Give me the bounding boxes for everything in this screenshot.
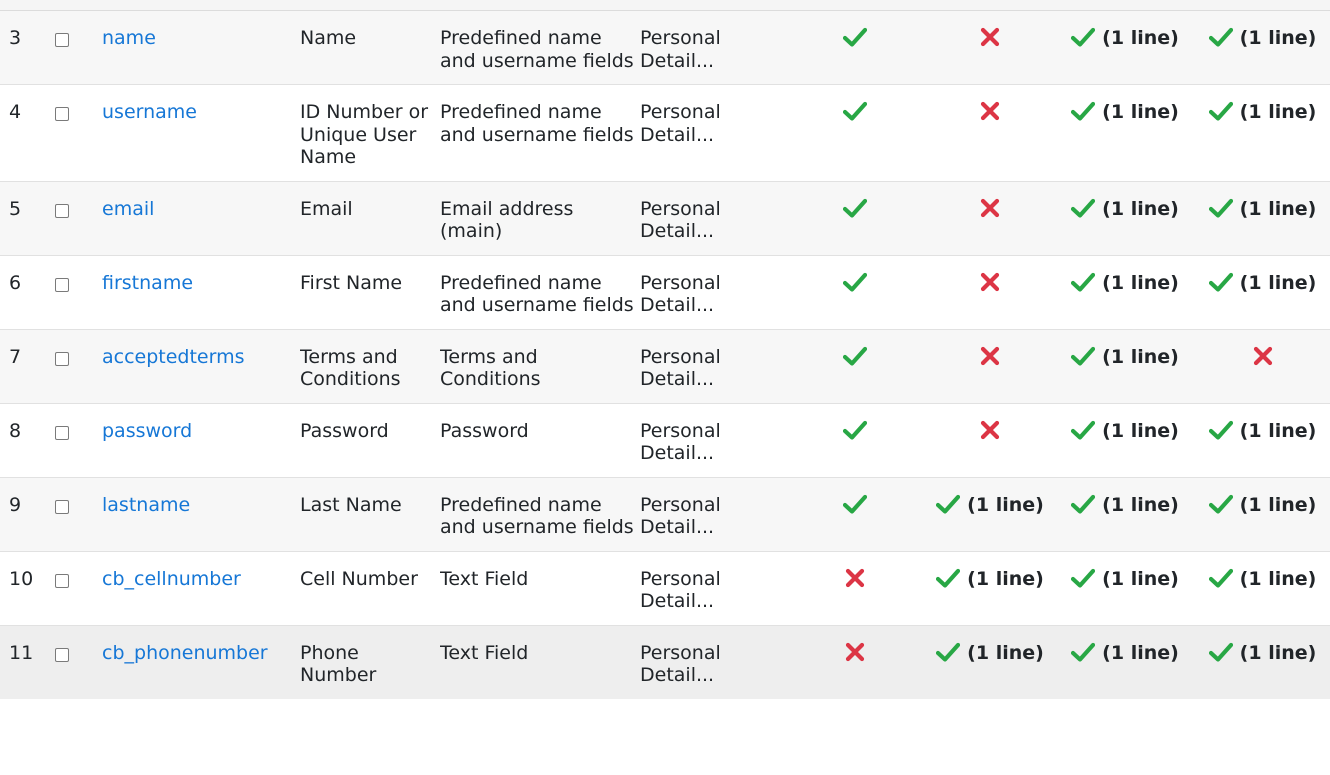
cross-icon <box>980 346 1000 372</box>
status-cell-c2 <box>925 85 1055 182</box>
row-number-cell <box>0 85 90 182</box>
fields-table <box>0 11 1330 699</box>
status-cell-c2 <box>925 625 1055 699</box>
row-number-cell <box>0 11 90 85</box>
field-name-link[interactable]: password <box>102 419 193 442</box>
check-icon <box>1071 494 1095 520</box>
row-checkbox[interactable] <box>55 107 69 121</box>
field-name-link[interactable]: acceptedterms <box>102 345 245 368</box>
status-cell-c4 <box>1195 11 1330 85</box>
status-cell-c3 <box>1055 477 1195 551</box>
status-cell-c4 <box>1195 181 1330 255</box>
status-c1 <box>845 642 865 664</box>
status-text: (1 line) <box>1239 101 1317 123</box>
status-c2 <box>936 494 1044 516</box>
status-c2 <box>980 27 1000 49</box>
field-title: Cell Number <box>300 551 440 625</box>
field-name-link[interactable]: name <box>102 27 156 49</box>
status-cell-c1 <box>785 181 925 255</box>
status-cell-c4 <box>1195 255 1330 329</box>
cross-icon <box>845 568 865 594</box>
check-icon <box>843 420 867 446</box>
status-c1 <box>843 346 867 368</box>
status-cell-c1 <box>785 625 925 699</box>
status-cell-c1 <box>785 11 925 85</box>
check-icon <box>1071 101 1095 127</box>
status-cell-c4 <box>1195 329 1330 403</box>
field-name-link[interactable]: username <box>102 101 197 123</box>
check-icon <box>1209 272 1233 298</box>
status-c2 <box>980 198 1000 220</box>
status-text: (1 line) <box>1239 27 1317 49</box>
status-cell-c2 <box>925 255 1055 329</box>
field-type: Terms and Conditions <box>440 329 640 403</box>
field-name-cell <box>90 551 300 625</box>
field-tab: Personal Detail... <box>640 181 785 255</box>
field-tab: Personal Detail... <box>640 403 785 477</box>
field-name-link[interactable]: lastname <box>102 493 191 516</box>
status-cell-c4 <box>1195 85 1330 182</box>
status-text: (1 line) <box>1239 567 1317 590</box>
field-tab: Personal Detail... <box>640 11 785 85</box>
status-text: (1 line) <box>1102 419 1179 442</box>
field-tab: Personal Detail... <box>640 625 785 699</box>
row-number-cell <box>0 181 90 255</box>
status-text: (1 line) <box>1239 641 1317 664</box>
status-c4 <box>1209 198 1317 220</box>
status-c1 <box>843 272 867 294</box>
field-name-link[interactable]: cb_phonenumber <box>102 641 268 664</box>
status-text: (1 line) <box>1102 27 1179 49</box>
table-row <box>0 255 1330 329</box>
field-name-cell <box>90 403 300 477</box>
row-number: 10 <box>9 567 34 590</box>
field-type: Predefined name and username fields <box>440 255 640 329</box>
field-tab: Personal Detail... <box>640 85 785 182</box>
check-icon <box>1209 27 1233 53</box>
row-checkbox[interactable] <box>55 33 69 47</box>
status-c3 <box>1071 272 1179 294</box>
row-checkbox[interactable] <box>55 500 69 514</box>
field-type: Predefined name and username fields <box>440 85 640 182</box>
check-icon <box>1209 420 1233 446</box>
status-c1 <box>843 27 867 49</box>
field-tab: Personal Detail... <box>640 255 785 329</box>
status-c1 <box>843 101 867 123</box>
field-name-cell <box>90 625 300 699</box>
cross-icon <box>980 27 1000 53</box>
row-number: 5 <box>9 197 22 220</box>
status-c1 <box>843 198 867 220</box>
field-title: First Name <box>300 255 440 329</box>
status-c4 <box>1209 568 1317 590</box>
field-type: Text Field <box>440 625 640 699</box>
status-cell-c2 <box>925 329 1055 403</box>
field-name-link[interactable]: email <box>102 197 155 220</box>
field-name-cell <box>90 181 300 255</box>
field-tab: Personal Detail... <box>640 329 785 403</box>
field-title: ID Number or Unique User Name <box>300 85 440 182</box>
check-icon <box>1071 27 1095 53</box>
status-cell-c4 <box>1195 477 1330 551</box>
row-number-cell <box>0 255 90 329</box>
check-icon <box>936 642 960 668</box>
row-number: 4 <box>9 101 22 123</box>
status-text: (1 line) <box>1239 197 1317 220</box>
cross-icon <box>980 272 1000 298</box>
status-c3 <box>1071 420 1179 442</box>
row-number-cell <box>0 625 90 699</box>
status-cell-c1 <box>785 85 925 182</box>
row-number-cell <box>0 329 90 403</box>
table-row <box>0 11 1330 85</box>
status-c2 <box>980 346 1000 368</box>
check-icon <box>1071 568 1095 594</box>
cross-icon <box>980 198 1000 224</box>
check-icon <box>1071 346 1095 372</box>
field-type: Predefined name and username fields <box>440 477 640 551</box>
status-cell-c3 <box>1055 329 1195 403</box>
field-type: Predefined name and username fields <box>440 11 640 85</box>
status-text: (1 line) <box>1102 493 1179 516</box>
status-text: (1 line) <box>967 493 1044 516</box>
check-icon <box>843 27 867 53</box>
row-checkbox[interactable] <box>55 574 69 588</box>
field-name-cell <box>90 85 300 182</box>
status-cell-c4 <box>1195 625 1330 699</box>
status-c3 <box>1071 346 1179 368</box>
row-checkbox[interactable] <box>55 352 69 366</box>
status-cell-c2 <box>925 477 1055 551</box>
table-row <box>0 551 1330 625</box>
field-name-cell <box>90 11 300 85</box>
status-text: (1 line) <box>1102 567 1179 590</box>
status-cell-c4 <box>1195 551 1330 625</box>
row-number: 11 <box>9 641 34 664</box>
status-c2 <box>980 272 1000 294</box>
field-name-cell <box>90 329 300 403</box>
row-number: 3 <box>9 27 22 49</box>
status-cell-c1 <box>785 329 925 403</box>
previous-row-edge <box>0 0 1330 11</box>
status-cell-c3 <box>1055 255 1195 329</box>
cross-icon <box>1253 346 1273 372</box>
check-icon <box>1209 198 1233 224</box>
status-cell-c2 <box>925 11 1055 85</box>
status-c4 <box>1209 420 1317 442</box>
row-number: 8 <box>9 419 22 442</box>
status-text: (1 line) <box>1102 641 1179 664</box>
field-title: Email <box>300 181 440 255</box>
status-text: (1 line) <box>1102 345 1179 368</box>
field-type: Text Field <box>440 551 640 625</box>
status-cell-c3 <box>1055 403 1195 477</box>
status-text: (1 line) <box>1239 493 1317 516</box>
status-c4 <box>1209 494 1317 516</box>
table-row <box>0 85 1330 182</box>
field-name-link[interactable]: cb_cellnumber <box>102 567 241 590</box>
table-row <box>0 329 1330 403</box>
status-c3 <box>1071 198 1179 220</box>
status-c2 <box>936 642 1044 664</box>
check-icon <box>936 568 960 594</box>
status-text: (1 line) <box>1239 271 1317 294</box>
field-title: Password <box>300 403 440 477</box>
status-c2 <box>980 101 1000 123</box>
row-number: 6 <box>9 271 22 294</box>
status-c4 <box>1209 101 1317 123</box>
status-c3 <box>1071 642 1179 664</box>
field-name-link[interactable]: firstname <box>102 271 194 294</box>
row-checkbox[interactable] <box>55 426 69 440</box>
status-cell-c2 <box>925 551 1055 625</box>
status-cell-c1 <box>785 255 925 329</box>
status-c3 <box>1071 494 1179 516</box>
status-text: (1 line) <box>967 567 1044 590</box>
check-icon <box>1209 642 1233 668</box>
check-icon <box>1071 642 1095 668</box>
field-title: Phone Number <box>300 625 440 699</box>
status-c4 <box>1209 27 1317 49</box>
status-c2 <box>980 420 1000 442</box>
check-icon <box>843 346 867 372</box>
status-text: (1 line) <box>1102 101 1179 123</box>
check-icon <box>843 494 867 520</box>
check-icon <box>843 272 867 298</box>
check-icon <box>1209 494 1233 520</box>
table-row <box>0 403 1330 477</box>
status-cell-c3 <box>1055 85 1195 182</box>
field-title: Last Name <box>300 477 440 551</box>
status-cell-c3 <box>1055 181 1195 255</box>
row-checkbox[interactable] <box>55 278 69 292</box>
field-name-cell <box>90 255 300 329</box>
status-cell-c3 <box>1055 551 1195 625</box>
cross-icon <box>845 642 865 668</box>
check-icon <box>1071 198 1095 224</box>
status-c3 <box>1071 27 1179 49</box>
check-icon <box>1209 568 1233 594</box>
status-cell-c1 <box>785 551 925 625</box>
status-cell-c2 <box>925 403 1055 477</box>
row-number-cell <box>0 403 90 477</box>
status-c3 <box>1071 101 1179 123</box>
status-text: (1 line) <box>1239 419 1317 442</box>
row-number-cell <box>0 477 90 551</box>
status-text: (1 line) <box>967 641 1044 664</box>
check-icon <box>1071 272 1095 298</box>
cross-icon <box>980 420 1000 446</box>
status-cell-c4 <box>1195 403 1330 477</box>
check-icon <box>843 198 867 224</box>
status-cell-c1 <box>785 403 925 477</box>
table-row <box>0 477 1330 551</box>
row-number: 7 <box>9 345 22 368</box>
status-cell-c3 <box>1055 11 1195 85</box>
status-c1 <box>843 494 867 516</box>
row-checkbox[interactable] <box>55 648 69 662</box>
status-cell-c1 <box>785 477 925 551</box>
status-c4 <box>1209 642 1317 664</box>
status-c4 <box>1253 346 1273 368</box>
status-cell-c2 <box>925 181 1055 255</box>
field-title: Name <box>300 11 440 85</box>
cross-icon <box>980 101 1000 127</box>
field-tab: Personal Detail... <box>640 477 785 551</box>
field-type: Email address (main) <box>440 181 640 255</box>
check-icon <box>1209 101 1233 127</box>
status-text: (1 line) <box>1102 197 1179 220</box>
status-text: (1 line) <box>1102 271 1179 294</box>
status-c1 <box>845 568 865 590</box>
field-title: Terms and Conditions <box>300 329 440 403</box>
status-c4 <box>1209 272 1317 294</box>
check-icon <box>1071 420 1095 446</box>
status-c3 <box>1071 568 1179 590</box>
status-c1 <box>843 420 867 442</box>
status-c2 <box>936 568 1044 590</box>
check-icon <box>843 101 867 127</box>
field-tab: Personal Detail... <box>640 551 785 625</box>
status-cell-c3 <box>1055 625 1195 699</box>
row-checkbox[interactable] <box>55 204 69 218</box>
table-row <box>0 181 1330 255</box>
field-name-cell <box>90 477 300 551</box>
row-number: 9 <box>9 493 22 516</box>
field-type: Password <box>440 403 640 477</box>
check-icon <box>936 494 960 520</box>
table-row <box>0 625 1330 699</box>
row-number-cell <box>0 551 90 625</box>
